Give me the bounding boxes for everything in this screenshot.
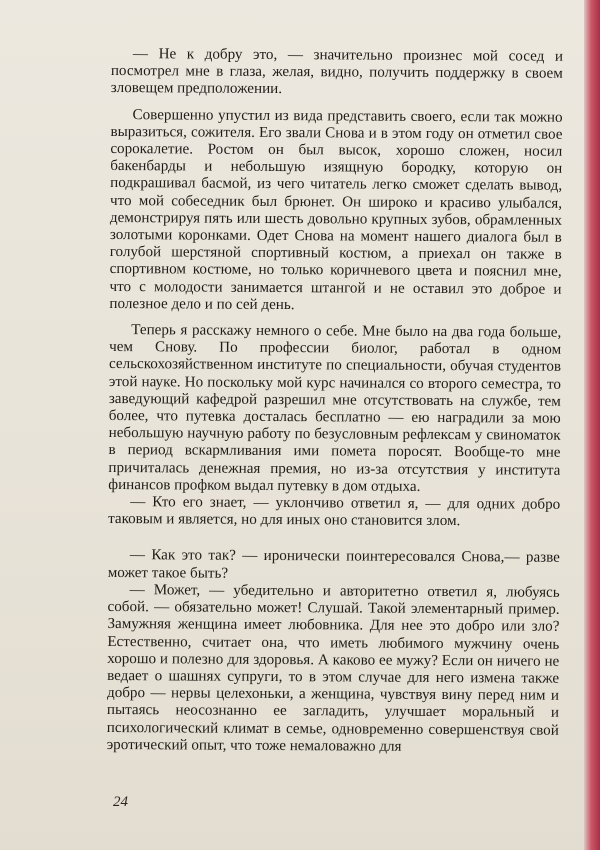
- paragraph-6: — Может, — убедительно и авторитетно ответил я, любуясь собой. — обязательно может! Слушай. Такой элементарный пример. Замужняя женщина имеет любовника. Для нее это добро или зло? Естественно, считает она, что иметь любимого мужчину очень хорошо и полезно для здоровья. А каково ее мужу? Если он ничего не ведает о шашнях супруги, то в этом случае для него измена также добро — нервы целехоньки, а женщина, чувствуя вину перед ним и пытаясь неосознанно ее загладить, улучшает моральный и психологический климат в семье, одновременно совершенствуя свой эротический опыт, что тоже немаловажно для: [106, 582, 560, 755]
- paragraph-1: — Не к добру это, — значительно произнес мой сосед и посмотрел мне в глаза, желая, видно, получить поддержку в своем зловещем предположении.: [110, 46, 563, 98]
- paragraph-5: — Как это так? — иронически поинтересовался Снова,— разве может такое быть?: [107, 547, 560, 582]
- page-text-block: [107, 46, 563, 757]
- paragraph-2: Совершенно упустил из вида представить своего, если так можно выразиться, сожителя. Его звали Снова и в этом году он отметил свое сорокалетие. Ростом он был высок, хорошо сложен, носил бакенбарды и небольшую изящную бородку, которую он подкрашивал басмой, из чего читатель легко сможет сделать вывод, что мой собеседник был брюнет. Он широко и красиво улыбался, демонстрируя пять или шесть довольно крупных зубов, обрамленных золотыми коронками. Одет Снова на момент нашего диалога был в голубой шерстяной спортивный костюм, а приехал он также в спортивном костюме, но только коричневого цвета и пояснил мне, что с молодости занимается штангой и не оставил это доброе и полезное дело и по сей день.: [109, 106, 563, 313]
- page-number: 24: [113, 794, 128, 810]
- paragraph-3: Теперь я расскажу немного о себе. Мне было на два года больше, чем Снову. По профессии биолог, работал в одном сельскохозяйственном институте по специальности, обучая студентов этой науке. Но поскольку мой курс начинался со второго семестра, то заведующий кафедрой разрешил мне отсутствовать на службе, тем более, что путевка досталась бесплатно — ею наградили за мою небольшую научную работу по безусловным рефлексам у свиноматок в период вскармливания ими помета поросят. Вообще-то мне причиталась денежная премия, но из-за отсутствия у института финансов профком выдал путевку в дом отдыха.: [108, 322, 562, 495]
- book-cover-edge: [584, 0, 600, 850]
- paragraph-4: — Кто его знает, — уклончиво ответил я, — для одних добро таковым и является, но для иных оно становится злом.: [108, 494, 561, 530]
